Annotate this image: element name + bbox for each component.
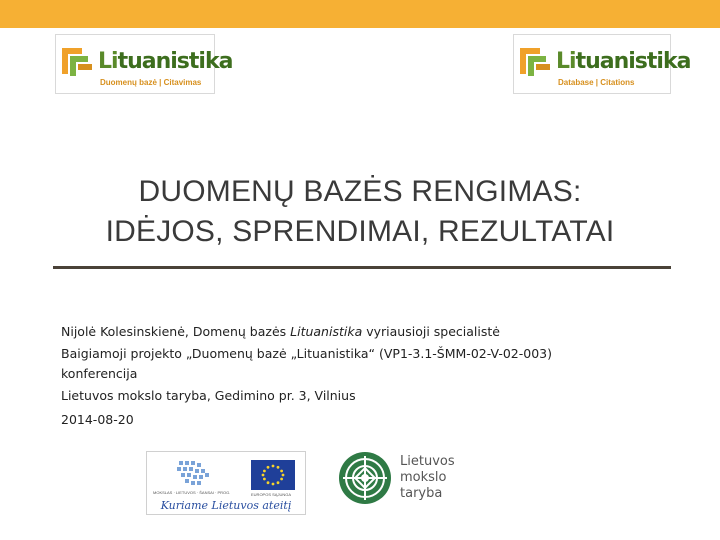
slide-title-line-2: IDĖJOS, SPRENDIMAI, REZULTATAI [105,215,615,248]
logo-tagline-en: Database | Citations [558,78,635,87]
venue-line: Lietuvos mokslo taryba, Gedimino pr. 3, Vilnius [61,388,356,403]
eu-stars-icon [251,460,295,490]
slide-title [50,172,670,252]
lituanistika-wordmark: Lituanistika [98,49,233,74]
database-name: Lituanistika [290,324,363,339]
presentation-details [61,320,661,432]
eu-caption-left: MOKSLAS · LIETUVOS · ŠANSAI · PROG. [153,490,231,495]
lmt-logo [338,451,468,511]
event-line: Baigiamoji projekto „Duomenų bazė „Lituanistika“ (VP1-3.1-ŠMM-02-V-02-003) [61,346,552,361]
author-line: Nijolė Kolesinskienė, Domenų bazės Lituanistika vyriausioji specialistė [61,324,500,339]
slide-title-line-1: DUOMENŲ BAZĖS RENGIMAS: [138,175,582,208]
lituanistika-mark-icon [520,44,556,78]
lituanistika-logo-en [513,34,691,94]
eu-caption-right: EUROPOS SĄJUNGA [251,492,292,497]
date-line: 2014-08-20 [61,412,134,427]
lituanistika-wordmark: Lituanistika [556,49,691,74]
lithuania-map-icon [175,459,215,487]
eu-funding-logo [146,451,306,515]
eu-flag-icon [251,460,295,490]
lituanistika-mark-icon [62,44,98,78]
lmt-wordmark: Lietuvos mokslo taryba [400,454,455,501]
top-accent-bar [0,0,720,28]
eu-slogan: Kuriame Lietuvos ateitį [160,499,292,512]
lituanistika-logo-lt [55,34,233,94]
logo-tagline-lt: Duomenų bazė | Citavimas [100,78,202,87]
lmt-emblem-icon [338,451,392,505]
event-line-continued: konferencija [61,366,138,381]
title-divider [53,266,671,269]
